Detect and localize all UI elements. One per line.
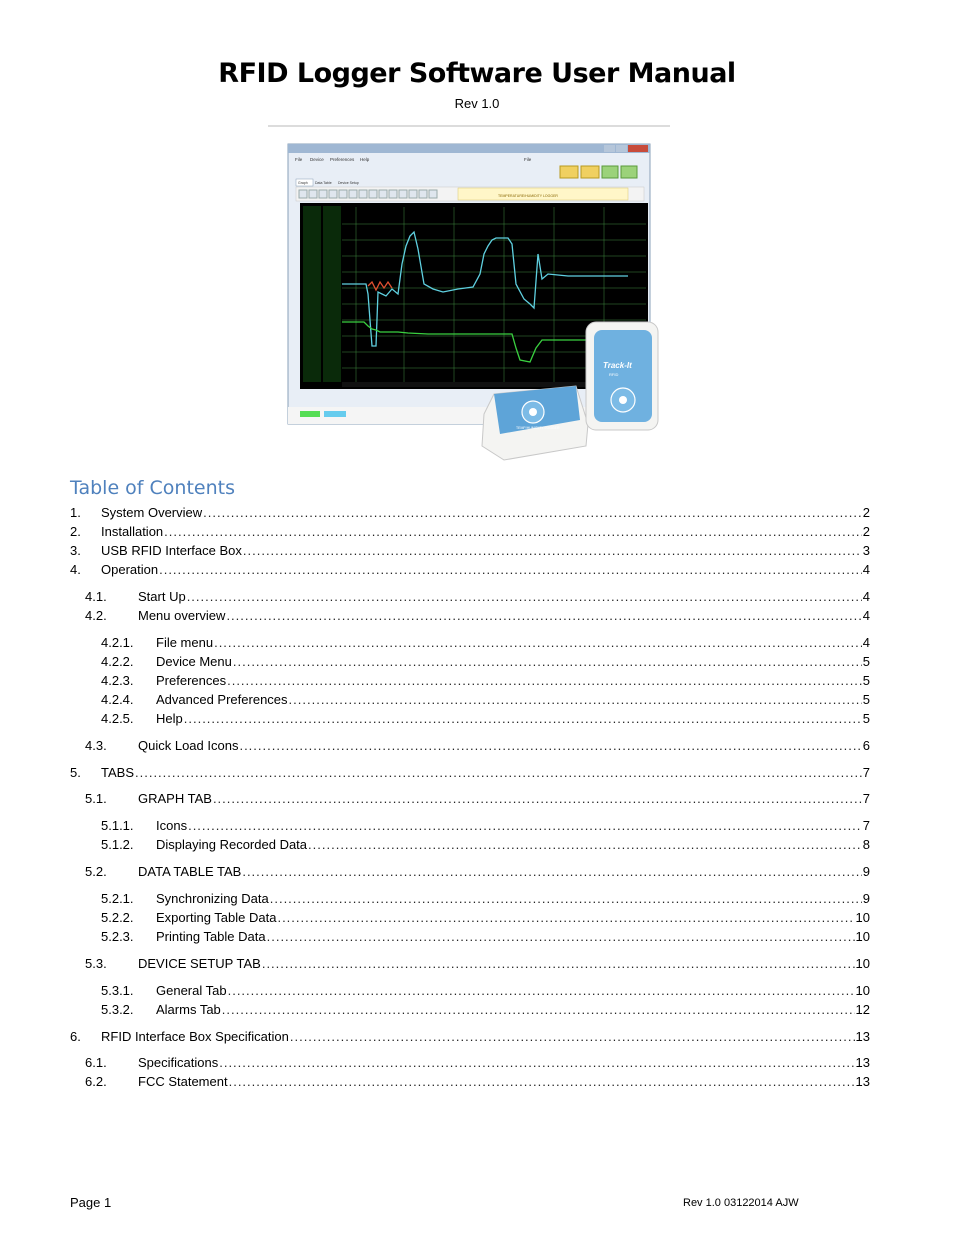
menu-item-device[interactable]: Device <box>310 157 324 162</box>
window-min-icon <box>604 145 615 152</box>
device-brand-label: Track-It <box>603 361 632 370</box>
menu-item-file[interactable]: File <box>295 157 303 162</box>
toc-entry[interactable]: 4.2.3. Preferences ..... 5 <box>70 673 870 692</box>
toc-entry[interactable]: 6.2. FCC Statement ..... 13 <box>70 1074 870 1093</box>
toc-entry[interactable]: 5.2.1. Synchronizing Data ..... 9 <box>70 891 870 910</box>
toc-entry[interactable]: 5.3. DEVICE SETUP TAB ..... 10 <box>70 956 870 975</box>
rfid-interface-box <box>482 386 588 460</box>
upload-arrow-icon <box>602 166 618 178</box>
save-folder-icon <box>581 166 599 178</box>
chart-footer-label: TEMPERATURE/HUMIDITY LOGGER <box>498 194 558 198</box>
toc-entry[interactable]: 6.1. Specifications ..... 13 <box>70 1055 870 1074</box>
interface-box-label: TEMP/HUMIDITY LOGGER <box>516 426 560 430</box>
toc-entry[interactable]: 5.1.1. Icons ..... 7 <box>70 818 870 837</box>
toc-entry[interactable]: 4.2.1. File menu ..... 4 <box>70 635 870 654</box>
document-title: RFID Logger Software User Manual <box>218 58 736 89</box>
track-it-logger <box>586 322 658 430</box>
legend-temp-swatch <box>300 411 320 417</box>
device-brand-sub: RFID <box>609 372 619 377</box>
toc-entry[interactable]: 5.2.3. Printing Table Data ..... 10 <box>70 929 870 948</box>
y-axis-left <box>303 206 321 382</box>
toc-entry[interactable]: 3. USB RFID Interface Box ..... 3 <box>70 543 870 562</box>
open-folder-icon <box>560 166 578 178</box>
toc-entry[interactable]: 4.2.4. Advanced Preferences ..... 5 <box>70 692 870 711</box>
toc-entry[interactable]: 5.2.2. Exporting Table Data ..... 10 <box>70 910 870 929</box>
window-max-icon <box>616 145 627 152</box>
legend-humidity-swatch <box>324 411 346 417</box>
file-label: File <box>524 157 532 162</box>
tab-graph[interactable]: Graph <box>298 181 308 185</box>
toc-entry[interactable]: 2. Installation ..... 2 <box>70 524 870 543</box>
window-titlebar <box>288 144 650 153</box>
download-arrow-icon <box>621 166 637 178</box>
toc-heading: Table of Contents <box>70 477 235 499</box>
document-revision: Rev 1.0 <box>454 96 500 111</box>
window-close-icon <box>628 145 648 152</box>
y-axis-right <box>323 206 341 382</box>
toc-entry[interactable]: 5.1.2. Displaying Recorded Data ..... 8 <box>70 837 870 856</box>
toc-entry[interactable]: 4.1. Start Up ..... 4 <box>70 589 870 608</box>
footer-revision: Rev 1.0 03122014 AJW <box>683 1197 799 1209</box>
toc-entry[interactable]: 5.2. DATA TABLE TAB ..... 9 <box>70 864 870 883</box>
toc-entry[interactable]: 4.2.2. Device Menu ..... 5 <box>70 654 870 673</box>
tab-device-setup[interactable]: Device Setup <box>338 181 359 185</box>
toc-entry[interactable]: 4. Operation ..... 4 <box>70 562 870 581</box>
page-number: Page 1 <box>70 1195 112 1210</box>
menu-item-help[interactable]: Help <box>360 157 370 162</box>
toc-entry[interactable]: 5. TABS ..... 7 <box>70 765 870 784</box>
toc-entry[interactable]: 5.3.2. Alarms Tab ..... 12 <box>70 1002 870 1021</box>
toc-entry[interactable]: 6. RFID Interface Box Specification ..... 13 <box>70 1029 870 1048</box>
toc-entry[interactable]: 4.2.5. Help ..... 5 <box>70 711 870 730</box>
tab-data-table[interactable]: Data Table <box>315 181 332 185</box>
toc-entry[interactable]: 1. System Overview ..... 2 <box>70 505 870 524</box>
toc-entry[interactable]: 4.2. Menu overview ..... 4 <box>70 608 870 627</box>
toc-entry[interactable]: 5.3.1. General Tab ..... 10 <box>70 983 870 1002</box>
software-screenshot-figure <box>268 124 670 466</box>
toc-entry[interactable]: 5.1. GRAPH TAB ..... 7 <box>70 791 870 810</box>
toc-entry[interactable]: 4.3. Quick Load Icons ..... 6 <box>70 738 870 757</box>
menu-item-preferences[interactable]: Preferences <box>330 157 355 162</box>
